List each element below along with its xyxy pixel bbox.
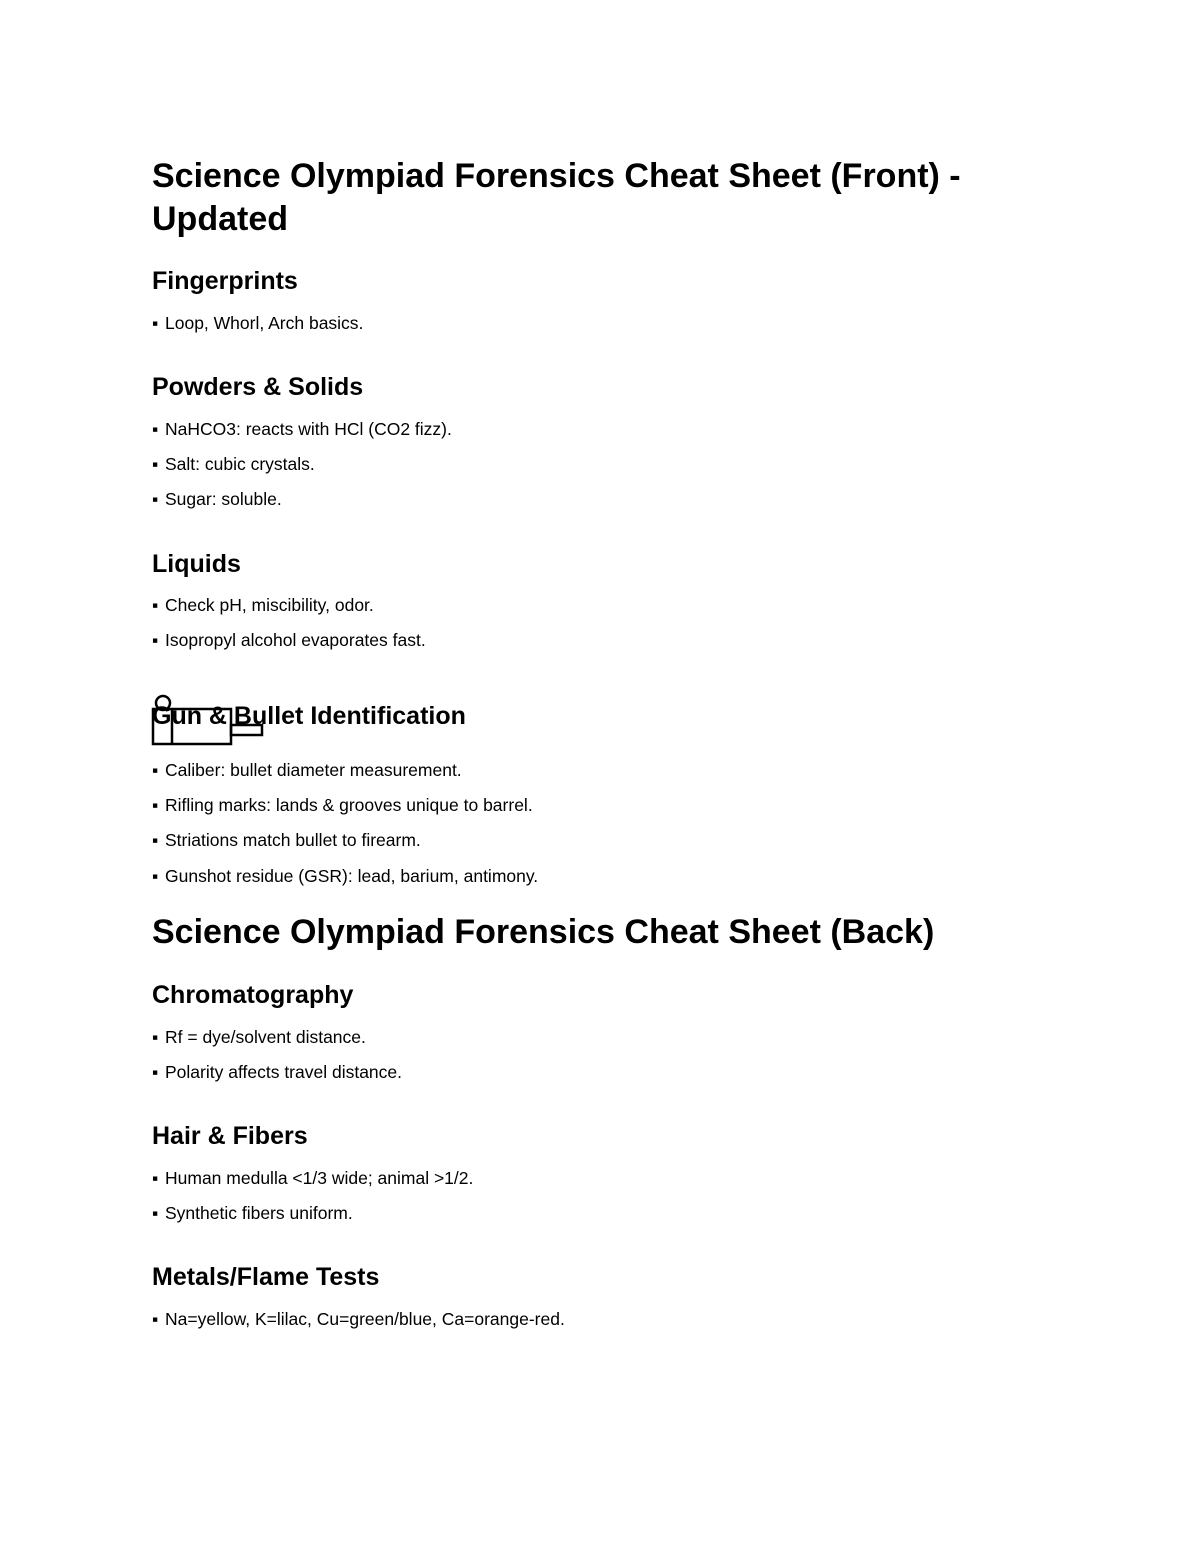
bullet-symbol: ▪: [152, 1062, 159, 1082]
heading-fingerprints: Fingerprints: [152, 267, 298, 295]
bullet-symbol: ▪: [152, 1203, 159, 1223]
front-title: [152, 155, 1052, 241]
front-title-line1: Science Olympiad Forensics Cheat Sheet (Front) -: [152, 157, 961, 195]
bullet-item: ▪ Rifling marks: lands & grooves unique to barrel.: [152, 795, 533, 815]
bullet-item: ▪ Human medulla <1/3 wide; animal >1/2.: [152, 1168, 474, 1188]
bullet-symbol: ▪: [152, 830, 159, 850]
heading-metals-flame-tests: Metals/Flame Tests: [152, 1263, 380, 1291]
heading-liquids: Liquids: [152, 550, 241, 578]
bullet-item: ▪ Isopropyl alcohol evaporates fast.: [152, 630, 426, 650]
heading-hair-fibers: Hair & Fibers: [152, 1122, 308, 1150]
bullet-item: ▪ Salt: cubic crystals.: [152, 454, 315, 474]
bullet-symbol: ▪: [152, 1309, 159, 1329]
bullet-item: ▪ Striations match bullet to firearm.: [152, 830, 421, 850]
bullet-symbol: ▪: [152, 419, 159, 439]
bullet-item: ▪ Check pH, miscibility, odor.: [152, 595, 374, 615]
heading-chromatography: Chromatography: [152, 981, 354, 1009]
bullet-item: ▪ Synthetic fibers uniform.: [152, 1203, 353, 1223]
bullet-symbol: ▪: [152, 1027, 159, 1047]
front-title-line2: Updated: [152, 200, 288, 238]
bullet-item: ▪ Polarity affects travel distance.: [152, 1062, 403, 1082]
bullet-item: ▪ Na=yellow, K=lilac, Cu=green/blue, Ca=orange-red.: [152, 1309, 565, 1329]
bullet-item: ▪ Gunshot residue (GSR): lead, barium, antimony.: [152, 866, 539, 886]
heading-gun-bullet: Gun & Bullet Identification: [152, 702, 466, 730]
bullet-symbol: ▪: [152, 313, 159, 333]
bullet-item: ▪ NaHCO3: reacts with HCl (CO2 fizz).: [152, 419, 452, 439]
bullet-symbol: ▪: [152, 630, 159, 650]
bullet-symbol: ▪: [152, 454, 159, 474]
heading-powders-solids: Powders & Solids: [152, 373, 364, 401]
bullet-symbol: ▪: [152, 866, 159, 886]
bullet-symbol: ▪: [152, 760, 159, 780]
bullet-symbol: ▪: [152, 489, 159, 509]
bullet-symbol: ▪: [152, 595, 159, 615]
bullet-item: ▪ Caliber: bullet diameter measurement.: [152, 760, 462, 780]
bullet-item: ▪ Sugar: soluble.: [152, 489, 282, 509]
bullet-symbol: ▪: [152, 795, 159, 815]
bullet-item: ▪ Loop, Whorl, Arch basics.: [152, 313, 364, 333]
back-title: Science Olympiad Forensics Cheat Sheet (Back): [152, 913, 935, 951]
bullet-item: ▪ Rf = dye/solvent distance.: [152, 1027, 366, 1047]
bullet-symbol: ▪: [152, 1168, 159, 1188]
